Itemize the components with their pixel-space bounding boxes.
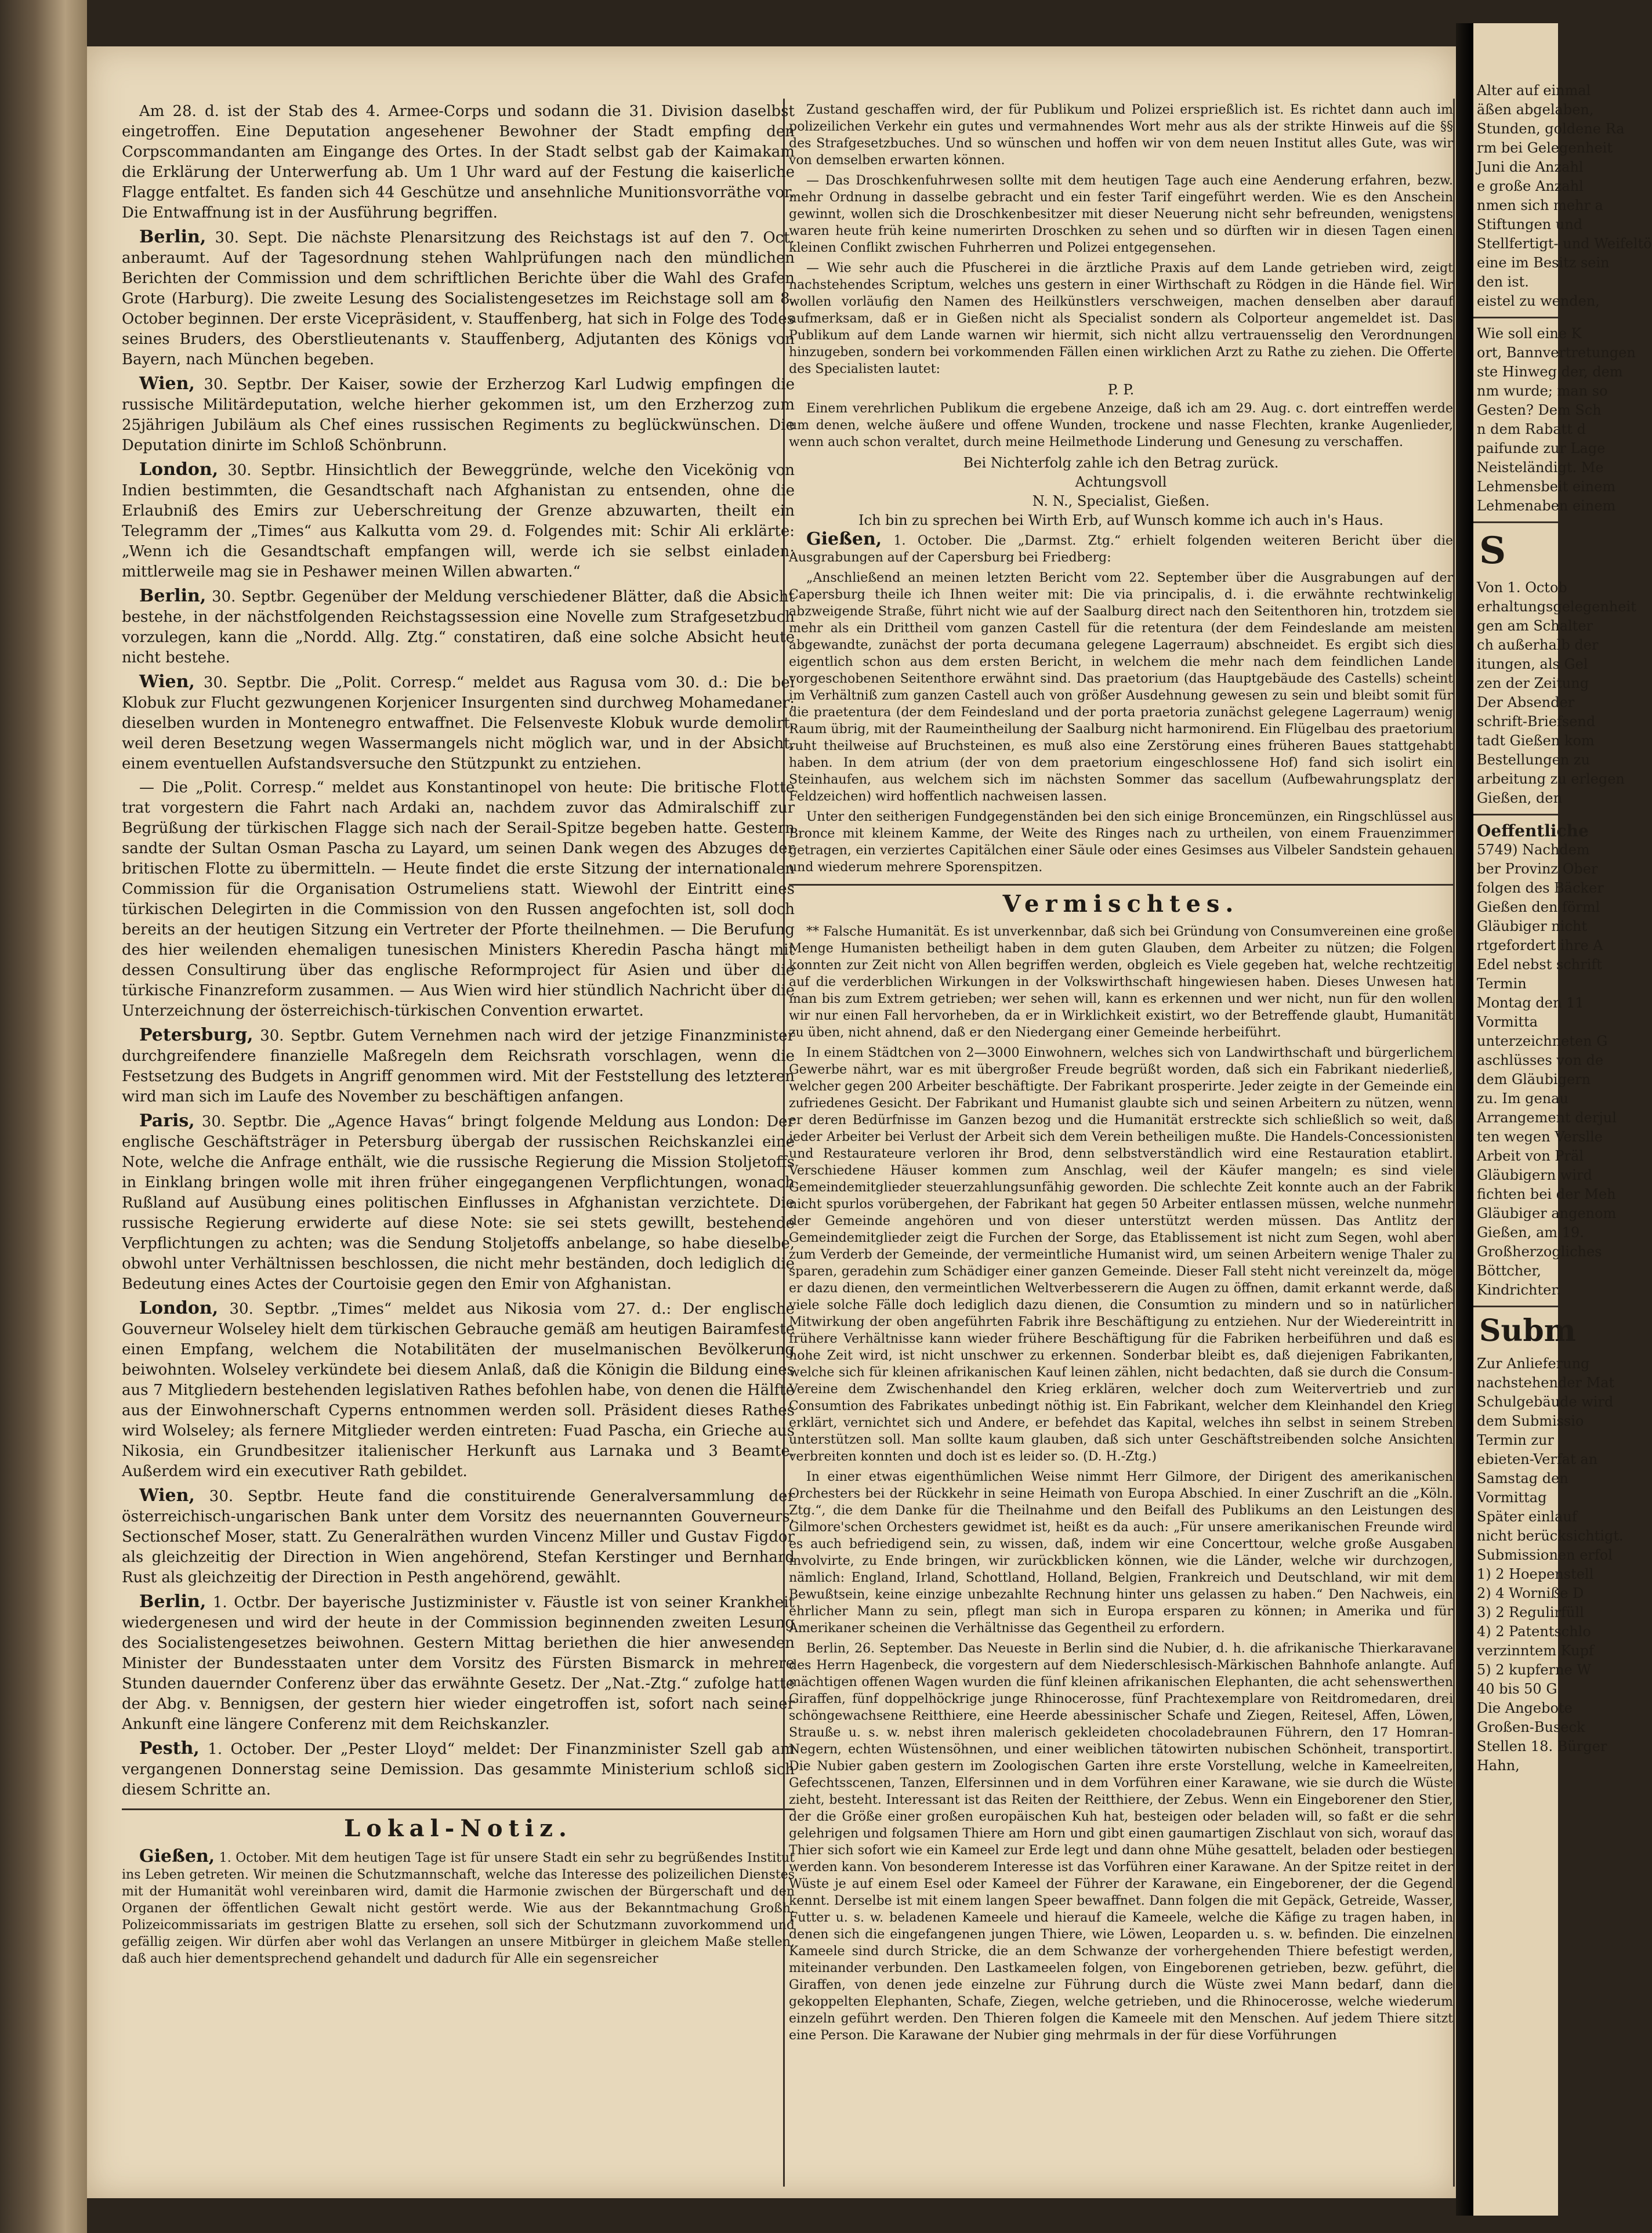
fragment-line: schrift-Briefsend — [1477, 713, 1596, 730]
fragment-line: Neisteländigt. Me — [1477, 459, 1604, 476]
fragment-line: Bestellungen zu — [1477, 752, 1591, 768]
paragraph: London, 30. Septbr. Hinsichtlich der Beweggründe, welche den Vicekönig von Indien bestimmten, die Gesandtschaft nach Afghanistan zu entsenden, ohne die Erlaubniß des Emirs zur Ueberschreitung der Grenze abzuwarten, theilt ein Telegramm der „Times“ aus Kalkutta vom 29. d. Folgendes mit: Schir Ali erklärte: „Wenn ich die Gesandtschaft empfangen will, werde ich sie selbst einladen; mittlerweile mag sie in Peshawer meinen Willen abwarten.“ — [122, 459, 795, 581]
fragment-line: aschlüsses von de — [1477, 1052, 1604, 1068]
excavation-report — [789, 531, 1453, 876]
fragment-line: Termin zur — [1477, 1432, 1554, 1448]
lokal-notiz-heading: Lokal-Notiz. — [122, 1808, 795, 1842]
dateline: Berlin, — [139, 227, 206, 247]
paragraph: Wien, 30. Septbr. Die „Polit. Corresp.“ meldet aus Ragusa vom 30. d.: Die bei Klobuk zur Flucht gezwungenen Korjenicer Insurgenten sind durchweg Mohamedaner; dieselben wurden in Montenegro entwaffnet. Die Felsenveste Klobuk wurde demolirt, weil deren Besetzung wegen Wassermangels nicht möglich war, und in der Absicht, einem eventuellen Aufstandsversuche den Stützpunkt zu entziehen. — [122, 672, 795, 773]
fragment-line: Die Angebote — [1477, 1700, 1573, 1716]
news-paragraphs — [122, 102, 795, 1800]
fragment-line: Gießen den förml — [1477, 899, 1600, 915]
fragment-line: Kindrichter. — [1477, 1282, 1561, 1298]
fragment-line: eistel zu wenden, — [1477, 293, 1600, 309]
fragment-line: zen der Zeitung — [1477, 675, 1589, 691]
paragraph: „Anschließend an meinen letzten Bericht vom 22. September über die Ausgrabungen auf der Capersburg theile ich Ihnen weiter mit: Die via principalis, d. i. die erwähnte rechtwinkelig abzweigende Straße, führt nicht wie auf der Saalburg direct nach den Seitenthoren hin, trotzdem sie mehr als ein Drittheil vom ganzen Castell für die retentura (der dem Feindeslande am meisten abgewandte, zunächst der porta decumana gelegene Lagerraum) abschneidet. Es ergibt sich dies eigentlich schon aus dem ersten Bericht, in welchem die mehr nach dem feindlichen Lande vorgeschobenen Seitenthore erwähnt sind. Das praetorium (das Hauptgebäude des Castells) scheint im Verhältniß zum ganzen Castell auch von größer Ausdehnung gewesen zu sein und bleibt somit für die praetentura (der dem Feindesland und der porta praetoria zunächst gelegene Lagerraum) wenig Raum übrig, mit der Raumeintheilung der Saalburg nicht harmonirend. Ein Flügelbau des praetorium ruht theilweise auf Bruchsteinen, es muß also eine Zerstörung eines früheren Baues stattgehabt haben. In dem atrium (der von dem praetorium eingeschlossene Hof) fand sich isolirt ein Steinhaufen, aus welchem sich im nächsten Sommer das sacellum (Aufbewahrungsplatz der Feldzeichen) wird hoffentlich nachweisen lassen. — [789, 571, 1453, 804]
paragraph: Berlin, 30. Sept. Die nächste Plenarsitzung des Reichstags ist auf den 7. Oct. anberaumt. Auf der Tagesordnung stehen Wahlprüfungen nach den mündlichen Berichten der Commission und dem schriftlichen Berichte über die Wahl des Grafen Grote (Harburg). Die zweite Lesung des Socialistengesetzes im Reichstage soll am 8. October beginnen. Der erste Vicepräsident, v. Stauffenberg, hat sich in Folge des Todes seines Bruders, des Oberstlieutenants v. Stauffenberg, Adjutanten des Königs von Bayern, nach München begeben. — [122, 227, 795, 368]
fragment-line: rtgefordert ihre A — [1477, 937, 1603, 954]
fragment-line: folgen des Bäcker — [1477, 880, 1604, 896]
fragment-line: 2) 4 Worniße D — [1477, 1585, 1584, 1601]
paragraph: Paris, 30. Septbr. Die „Agence Havas“ bringt folgende Meldung aus London: Der englische Geschäftsträger in Petersburg übergab der russischen Reichskanzlei eine Note, welche die Anfrage enthält, wie die russische Regierung die Mission Stoljetoffs in Einklang bringen wolle mit ihren früher eingegangenen Verpflichtungen, wonach Rußland auf Ausübung eines politischen Einflusses in Afghanistan verzichtete. Die russische Regierung erwiderte auf diese Note: sie sei stets gewillt, bestehende Verpflichtungen zu achten; was die Sendung Stoljetoffs anbelange, so habe dieselbe, obwohl unter Verhältnissen beschlossen, die nicht mehr beständen, doch lediglich die Bedeutung eines Actes der Courtoisie gegen den Emir von Afghanistan. — [122, 1111, 795, 1293]
fragment-line: zu. Im genau — [1477, 1090, 1569, 1107]
paragraph: Gießen, 1. October. Die „Darmst. Ztg.“ erhielt folgenden weiteren Bericht über die Ausgrabungen auf der Capersburg bei Friedberg: — [789, 529, 1453, 565]
fragment-line: Schulgebäude wird — [1477, 1394, 1614, 1410]
paragraph: Wien, 30. Septbr. Heute fand die constituirende Generalversammlung der österreichisch-ungarischen Bank unter dem Vorsitz des neuernannten Gouverneurs, Sectionschef Moser, statt. Zu Generalräthen wurden Vincenz Miller und Gustav Figdor als gleichzeitig der Direction in Wien angehörend, Stefan Kerstinger und Bernhard Rust als gleichzeitig der Direction in Pesth angehörend, gewählt. — [122, 1485, 795, 1586]
fragment-line: Von 1. Octob — [1477, 579, 1567, 596]
specialist-offer — [789, 381, 1453, 530]
fragment-line: itungen, als Gel — [1477, 656, 1588, 672]
fragment-line: tadt Gießen kom — [1477, 733, 1595, 749]
dateline: Paris, — [139, 1111, 195, 1131]
fragment-line: Vormitta — [1477, 1014, 1538, 1030]
right-section-d-title: Subm — [1479, 1313, 1576, 1348]
paragraph: In einem Städtchen von 2—3000 Einwohnern, welches sich von Landwirthschaft und bürgerlichem Gewerbe nährt, war es mit übergroßer Freude begrüßt worden, daß sich ein Fabrikant niederließ, welcher gegen 200 Arbeiter beschäftigte. Der Fabrikant prosperirte. Jeder zeigte in der Gemeinde ein zufriedenes Gesicht. Der Fabrikant und Humanist glaubte sich und seinen Arbeitern zu nützen, wenn er deren Bedürfnisse im Ganzen bezog und die Humanität erstreckte sich schließlich so weit, daß jeder Arbeiter bei Verlust der Arbeit sich dem Verein betheiligen mußte. Die Handels-Concessionisten und Restaurateure verloren ihr Brod, denn selbstverständlich wird eine Restauration etablirt. Verschiedene Häuser kommen zum Anschlag, weil der Käufer mangeln; es sind viele Gemeindemitglieder steuerzahlungsunfähig geworden. Die schlechte Zeit konnte auch an der Fabrik nicht spurlos vorübergehen, der Fabrikant hat gegen 50 Arbeiter entlassen müssen, welche nunmehr der Gemeinde angehören und von dieser unterstützt werden müssen. Das Antlitz der Gemeindemitglieder zeigt die Furchen der Sorge, das Etablissement ist nicht zum Segen, wohl aber zum Verderb der Gemeinde, der vermeintliche Humanist wird, um seinen Arbeitern wenige Thaler zu sparen, geradehin zum Schädiger einer ganzen Gemeinde. Dieser Fall steht nicht vereinzelt da, möge er dazu dienen, den vermeintlichen Weltverbesserern die Augen zu öffnen, damit erkannt werde, daß viele solche Fälle doch lediglich dazu dienen, die Consumtion zu mindern und so in natürlicher Mitwirkung der oben angeführten Fabrik ihre Beschäftigung zu entziehen. Nur der Wiedereintritt in frühere Verhältnisse kann wieder frühere Beschäftigung für die Fabriken herbeiführen und daß es hohe Zeit wird, ist nicht unschwer zu erkennen. Sonderbar bleibt es, daß diejenigen Fabrikanten, welche sich für kleinen afrikanischen Kauf leinen zählen, nicht bedachten, daß sie durch die Consum-Vereine dem Zwischenhandel den Krieg erklären, welcher doch zum Weitervertrieb und zur Consumtion des Fabrikates unbedingt nöthig ist. Ein Fabrikant, welcher dem Kleinhandel den Krieg erklärt, vernichtet sich und Andere, er befehdet das Kapital, welches ihn selbst in seinem Streben unterstützen soll. Man sollte kaum glauben, daß sich unter Geschäftstreibenden solche Ansichten verbreiten konnten und doch ist es leider so. (D. H.-Ztg.) — [789, 1046, 1453, 1464]
paragraph: Unter den seitherigen Fundgegenständen bei den sich einige Broncemünzen, ein Ringschlüssel aus Bronce mit kleinem Kamme, der Weite des Ringes nach zu urtheilen, von einem Frauenzimmer getragen, ein verziertes Capitälchen einer Säule oder eines Gesimses aus Vilbeler Sandstein gehauen und wiederum mehrere Sporenspitzen. — [789, 810, 1453, 875]
paragraph: Pesth, 1. October. Der „Pester Lloyd“ meldet: Der Finanzminister Szell gab am vergangenen Donnerstag seine Demission. Das gesammte Ministerium schloß sich diesem Schritte an. — [122, 1738, 795, 1799]
fragment-line: Stunden, goldene Ra — [1477, 121, 1625, 137]
fragment-line: Gläubiger nicht — [1477, 918, 1587, 934]
right-page-fragment — [1473, 23, 1652, 2216]
fragment-line: ste Hinweg der, dem — [1477, 364, 1623, 380]
fragment-line: Juni die Anzahl — [1477, 159, 1584, 175]
fragment-line: fichten bei der Meh — [1477, 1186, 1616, 1202]
fragment-line: eine im Besitz sein — [1477, 255, 1610, 271]
dateline: Wien, — [139, 374, 195, 394]
right-big-letter: S — [1479, 529, 1506, 572]
dateline: Petersburg, — [139, 1025, 253, 1045]
paragraph: Berlin, 30. Septbr. Gegenüber der Meldung verschiedener Blätter, daß die Absicht bestehe, in der nächstfolgenden Reichstagssession eine Novelle zum Strafgesetzbuch vorzulegen, kann die „Nordd. Allg. Ztg.“ constatiren, daß eine solche Absicht heute nicht bestehe. — [122, 586, 795, 666]
vermischtes-paragraphs — [789, 923, 1453, 2044]
fragment-line: Hahn, — [1477, 1757, 1520, 1774]
fragment-line: gen am Schalter — [1477, 618, 1593, 634]
fragment-line: dem Submissio — [1477, 1413, 1584, 1429]
local-news-paragraphs — [789, 102, 1453, 378]
fragment-line: e große Anzahl — [1477, 178, 1584, 194]
fragment-line: Lehmensbeit einem — [1477, 478, 1616, 495]
fragment-line: Montag den 11 — [1477, 995, 1584, 1011]
column-rule-right — [1453, 99, 1455, 2187]
right-fragment-c — [1473, 840, 1617, 1300]
fragment-line: den ist. — [1477, 274, 1529, 290]
fragment-line: Alter auf einmal — [1477, 82, 1591, 99]
fragment-line: nicht berücksichtigt. — [1477, 1528, 1624, 1544]
fragment-line: Lehmenaben einem — [1477, 498, 1616, 514]
fragment-line: unterzeichneten G — [1477, 1033, 1608, 1049]
fragment-line: ten wegen Verslle — [1477, 1129, 1603, 1145]
fragment-line: Gesten? Dem Sch — [1477, 402, 1602, 418]
fragment-line: Submissionen erfol — [1477, 1547, 1613, 1563]
fragment-line: Großherzogliches — [1477, 1244, 1602, 1260]
fragment-line: Vormittag — [1477, 1489, 1547, 1506]
fragment-line: 1) 2 Hoepenstell — [1477, 1566, 1594, 1582]
paragraph: — Das Droschkenfuhrwesen sollte mit dem heutigen Tage auch eine Aenderung erfahren, bezw. mehr Ordnung in dasselbe gebracht und ein fester Tarif eingeführt werden. Wie es den Anschein gewinnt, wollen sich die Droschkenbesitzer mit dieser Neuerung nicht sehr befreunden, wenigstens waren heute früh keine numerirten Droschken zu sehen und so dürften wir in diesen Tagen einen kleinen Conflikt zwischen Fuhrherren und Polizei entgegensehen. — [789, 173, 1453, 255]
paragraph: Wien, 30. Septbr. Der Kaiser, sowie der Erzherzog Karl Ludwig empfingen die russische Militärdeputation, welche hierher gekommen ist, um den Erzherzog zum 25jährigen Jubiläum als Chef eines russischen Regiments zu beglückwünschen. Die Deputation dinirte im Schloß Schönbrunn. — [122, 374, 795, 454]
column-middle — [789, 102, 1453, 2047]
paragraph: Zustand geschaffen wird, der für Publikum und Polizei ersprießlich ist. Es richtet dann auch im polizeilichen Verkehr ein gutes und vermahnendes Wort mehr aus als der strikte Hinweis auf die §§ des Strafgesetzbuches. Und so wünschen und hoffen wir von dem neuen Institut alles Gute, was wir von demselben erwarten können. — [789, 103, 1453, 168]
fragment-line: Zur Anlieferung — [1477, 1355, 1590, 1372]
paragraph: London, 30. Septbr. „Times“ meldet aus Nikosia vom 27. d.: Der englische Gouverneur Wolseley hielt dem türkischen Gebrauche gemäß am heutigen Bairamfeste einen Empfang, welchem die Notabilitäten der muselmanischen Bevölkerung beiwohnten. Wolseley verkündete bei diesem Anlaß, daß die Königin die Bildung eines aus 7 Mitgliedern bestehenden legislativen Rathes befohlen habe, von denen die Hälfte aus der Einwohnerschaft Cyperns entnommen werden soll. Präsident dieses Rathes wird Wolseley; als fernere Mitglieder werden eintreten: Fuad Pascha, ein Grieche aus Nikosia, ein Grundbesitzer italienischer Herkunft aus Larnaka und 3 Beamte. Außerdem wird ein executiver Rath gebildet. — [122, 1298, 795, 1480]
book-gutter — [1456, 23, 1473, 2216]
dateline: Gießen, — [139, 1846, 215, 1866]
fragment-line: Später einlauf — [1477, 1509, 1577, 1525]
fragment-line: ort, Bannvertretungen — [1477, 345, 1636, 361]
fragment-line: Stellfertigt- und Weifeltö — [1477, 235, 1652, 252]
fragment-line: Samstag den — [1477, 1470, 1568, 1487]
fragment-line: 5749) Nachdem — [1477, 842, 1590, 858]
dateline: Wien, — [139, 672, 195, 692]
fragment-line: Großen-Buseck — [1477, 1719, 1585, 1735]
offer-note: Ich bin zu sprechen bei Wirth Erb, auf Wunsch komme ich auch in's Haus. — [858, 512, 1383, 528]
offer-fee: Bei Nichterfolg zahle ich den Betrag zurück. — [963, 455, 1279, 471]
offer-closing: Achtungsvoll — [1075, 474, 1167, 490]
right-fragment-a — [1473, 324, 1636, 516]
paragraph: — Wie sehr auch die Pfuscherei in die ärztliche Praxis auf dem Lande getrieben wird, zeigt nachstehendes Scriptum, welches uns gestern in einer Wirthschaft zu Rödgen in die Hände fiel. Wir wollen vorläufig den Namen des Heilkünstlers verschweigen, machen denselben aber darauf aufmerksam, daß er in Gießen nicht als Specialist sondern als Colporteur angemeldet ist. Das Publikum auf dem Lande warnen wir hiermit, sich nicht allzu vertrauensselig den Verordnungen hinzugeben, sondern bei vorkommenden Fällen einen wirklichen Arzt zu Rathe zu ziehen. Die Offerte des Specialisten lautet: — [789, 261, 1453, 376]
vermischtes-heading: Vermischtes. — [789, 884, 1453, 918]
dateline: Pesth, — [139, 1738, 200, 1759]
paragraph: Berlin, 1. Octbr. Der bayerische Justizminister v. Fäustle ist von seiner Krankheit wiedergenesen und wird der heute in der Commission beginnenden zweiten Lesung des Socialistengesetzes beiwohnen. Gestern Mittag beriethen die hier anwesenden Minister der Bundesstaaten unter dem Vorsitz des Fürsten Bismarck in mehrere Stunden dauernder Conferenz über das erwähnte Gesetz. Der „Nat.-Ztg.“ zufolge hatte der Abg. v. Bennigsen, der gestern hier wieder eingetroffen ist, sofort nach seiner Ankunft eine längere Conferenz mit dem Reichskanzler. — [122, 1592, 795, 1733]
newspaper-page — [87, 46, 1456, 2198]
fragment-line: nm wurde; man so — [1477, 383, 1608, 399]
fragment-line: Gießen, den — [1477, 790, 1563, 806]
fragment-line: äßen abgelaben, — [1477, 102, 1594, 118]
fragment-line: 40 bis 50 G — [1477, 1681, 1557, 1697]
fragment-line: paifunde zur Lage — [1477, 440, 1606, 456]
right-section-c-title: Oeffentliche — [1477, 821, 1589, 840]
fragment-line: Gießen, am 19. — [1477, 1224, 1584, 1241]
dateline: London, — [139, 1298, 219, 1318]
paragraph: Am 28. d. ist der Stab des 4. Armee-Corps und sodann die 31. Division daselbst eingetroffen. Eine Deputation angesehener Bewohner der Stadt empfing den Corpscommandanten am Eingange des Ortes. In der Stadt selbst gab der Kaimakam die Erklärung der Unterwerfung ab. Um 1 Uhr ward auf der Festung die kaiserliche Flagge entfaltet. Es fanden sich 44 Geschütze und ansehnliche Munitionsvorräthe vor. Die Entwaffnung ist in der Ausführung begriffen. — [122, 103, 795, 222]
fragment-line: Wie soll eine K — [1477, 325, 1582, 342]
right-fragment-b — [1473, 578, 1636, 808]
fragment-line: Gläubigern wird — [1477, 1167, 1592, 1183]
fragment-line: verzinntem Kupf — [1477, 1643, 1594, 1659]
offer-body: Einem verehrlichen Publikum die ergebene Anzeige, daß ich am 29. Aug. c. dort eintreffen werde um denen, welche äußere und offene Wunden, trockene und nasse Flechten, kranke Augenlieder, wenn auch schon veraltet, durch meine Heilmethode Linderung und Genesung zu verschaffen. — [789, 401, 1453, 449]
fragment-line: nachstehender Mat — [1477, 1375, 1615, 1391]
fragment-line: nmen sich mehr a — [1477, 197, 1603, 213]
fragment-line: rm bei Gelegenheit — [1477, 140, 1613, 156]
fragment-line: Gläubiger angenom — [1477, 1205, 1617, 1221]
fragment-line: Termin — [1477, 976, 1527, 992]
right-fragment-d — [1473, 1354, 1624, 1775]
dateline: Wien, — [139, 1485, 195, 1506]
fragment-line: Stiftungen und — [1477, 216, 1583, 233]
fragment-line: 3) 2 Regulirfüll — [1477, 1604, 1584, 1621]
fragment-line: Stellen 18. Bürger — [1477, 1738, 1607, 1754]
paragraph: Gießen, 1. October. Mit dem heutigen Tage ist für unsere Stadt ein sehr zu begrüßendes Institut ins Leben getreten. Wir meinen die Schutzmannschaft, welche das Interesse des polizeilichen Dienstes mit der Humanität wohl vereinbaren wird, damit die Harmonie zwischen der Bürgerschaft und den Organen der öffentlichen Gewalt nicht gestört werde. Wie aus der Bekanntmachung Großh. Polizeicommissariats im gestrigen Blatte zu ersehen, soll sich der Schutzmann zuvorkommend und gefällig zeigen. Wir dürfen aber wohl das Verlangen an unsere Mitbürger in gleichem Maße stellen, daß auch hier dementsprechend gehandelt und dadurch für Alle ein segensreicher — [122, 1846, 795, 1966]
right-fragment-top — [1473, 81, 1652, 311]
dateline: Berlin, — [139, 586, 206, 606]
paragraph: Berlin, 26. September. Das Neueste in Berlin sind die Nubier, d. h. die afrikanische Thierkaravane des Herrn Hagenbeck, die vorgestern auf dem Niederschlesisch-Märkischen Bahnhofe anlangte. Auf mächtigen offenen Wagen wurden die fünf kleinen afrikanischen Elephanten, die acht sehenswerthen Giraffen, fünf doppelhöckrige junge Rhinocerosse, fünf Prachtexemplare von Reitdromedaren, drei schöngewachsene Reitthiere, eine Heerde abessinischer Schafe und Ziegen, Reitesel, Affen, Löwen, Strauße u. s. w. nebst ihren malerisch gekleideten chocoladebraunen Führern, den 17 Homran-Negern, echten Wüstensöhnen, und einer weiblichen tätowirten nubischen Schönheit, transportirt. Die Nubier gaben gestern im Zoologischen Garten ihre erste Vorstellung, welche in Kameelreiten, Gefechtsscenen, Tanzen, Elfersinnen und in dem Vorführen einer Karawane, wie sie durch die Wüste zieht, besteht. Interessant ist das Reiten der Reitthiere, der Zebus. Wenn ein Eingeborener den Stier, der die Größe einer großen europäischen Kuh hat, besteigen oder beladen will, so faßt er die sehr gelehrigen und folgsamen Thiere am Horn und gibt einen gaumartigen Zischlaut von sich, worauf das Thier sich sofort wie ein Kameel zur Erde legt und dann ohne Mühe gesattelt, beladen oder bestiegen werden kann. Von besonderem Interesse ist das Vorführen einer Karawane. An der Spitze reitet in der Wüste je auf einem Esel oder Kameel der Führer der Karawane, ein Eingeborener, der die Gegend kennt. Derselbe ist mit einem langen Speer bewaffnet. Dann folgen die mit Gepäck, Getreide, Wasser, Futter u. s. w. beladenen Kameele und hierauf die Kameele, welche die Käfige zu tragen haben, in denen sich die eingefangenen jungen Thiere, wie Löwen, Leoparden u. s. w. befinden. Die einzelnen Kameele sind durch Stricke, die an dem Schwanze der vorhergehenden Thiere befestigt werden, miteinander verbunden. Den Lastkameelen folgen, von Eingeborenen getrieben, bezw. geführt, die Giraffen, von denen jede einzelne zur Führung durch die Wüste zwei Mann bedarf, dann die gekoppelten Elephanten, Schafe, Ziegen, welche getrieben, und die Rhinocerosse, welche wiederum einzeln geführt werden. Den Thieren folgen die Kameele mit den Menschen. Auf jedem Thiere sitzt eine Person. Die Karawane der Nubier ging mehrmals in der für diese Vorführungen — [789, 1641, 1453, 2043]
dateline: Gießen, — [806, 529, 882, 549]
fragment-line: ebieten-Verfat an — [1477, 1451, 1598, 1467]
dateline: Berlin, — [139, 1592, 206, 1612]
fragment-line: Edel nebst schrift — [1477, 956, 1602, 973]
fragment-line: Der Absender — [1477, 694, 1575, 710]
column-left — [122, 102, 795, 1971]
paragraph: ** Falsche Humanität. Es ist unverkennbar, daß sich bei Gründung von Consumvereinen eine große Menge Humanisten betheiligt haben in dem guten Glauben, dem Arbeiter zu nützen; die Folgen konnten zur Zeit nicht von Allen begriffen werden, obgleich es Viele gegeben hat, welche rechtzeitig auf die verderblichen Wirkungen in der Volkswirthschaft hingewiesen haben. Dieses Unwesen hat man bis zum Extrem getrieben; wer sehen will, kann es erkennen und wer nicht, nun für den wollen wir nur einen Fall hervorheben, da er in Wirklichkeit existirt, wo der Betreffende glaubt, Humanität zu üben, nicht ahnend, daß er den Niedergang einer Gemeinde herbeiführt. — [789, 925, 1453, 1040]
dateline: London, — [139, 459, 219, 480]
book-spine-left — [0, 0, 87, 2233]
fragment-line: Arbeit von Präl — [1477, 1148, 1584, 1164]
fragment-line: n dem Rabatt d — [1477, 421, 1586, 437]
lokal-notiz-paragraphs — [122, 1848, 795, 1967]
fragment-line: erhaltungsgelegenheit — [1477, 599, 1636, 615]
offer-pp: P. P. — [1107, 382, 1135, 398]
fragment-line: ch außerhalb der — [1477, 637, 1599, 653]
fragment-line: 5) 2 kupferne W — [1477, 1662, 1592, 1678]
offer-signature: N. N., Specialist, Gießen. — [1032, 493, 1210, 509]
fragment-line: Böttcher, — [1477, 1263, 1541, 1279]
paragraph: In einer etwas eigenthümlichen Weise nimmt Herr Gilmore, der Dirigent des amerikanischen Orchesters bei der Rückkehr in seine Heimath von Europa Abschied. In einer Zuschrift an die „Köln. Ztg.“, die dem Danke für die Theilnahme und den Beifall des Publikums an den Leistungen des Gilmore'schen Orchesters gewidmet ist, heißt es da auch: „Für unsere amerikanischen Freunde wird es auch befriedigend sein, zu wissen, daß, indem wir eine Concerttour, welche große Ausgaben involvirte, zu Ende bringen, wir zurückblicken können, wie die Länder, welche wir durchzogen, nämlich: England, Irland, Schottland, Holland, Belgien, Frankreich und Deutschland, wir mit dem Bewußtsein, keine einzige unbezahlte Rechnung hinter uns gelassen zu haben.“ Den Nachweis, ein ehrlicher Mann zu sein, pflegt man sich in Europa ersparen zu können; in Amerika und für Amerikaner scheinen die Verhältnisse das Gegentheil zu erfordern. — [789, 1470, 1453, 1636]
paragraph: Petersburg, 30. Septbr. Gutem Vernehmen nach wird der jetzige Finanzminister durchgreifendere finanzielle Maßregeln dem Reichsrath vorschlagen, wenn die Festsetzung des Budgets in Angriff genommen wird. Mit der Feststellung des letzteren wird man sich im Laufe des November zu beschäftigen anfangen. — [122, 1025, 795, 1105]
fragment-line: ber Provinz Ober — [1477, 861, 1598, 877]
fragment-line: dem Gläubigern — [1477, 1071, 1591, 1088]
paragraph: — Die „Polit. Corresp.“ meldet aus Konstantinopel von heute: Die britische Flotte trat vorgestern die Fahrt nach Ardaki an, nachdem zuvor das Admiralschiff zur Begrüßung der türkischen Flagge sich nach der Serail-Spitze begeben hatte. Gestern sandte der Sultan Osman Pascha zu Layard, um seinen Dank wegen des Abzuges der britischen Flotte zu übermitteln. — Heute findet die erste Sitzung der internationalen Commission für die Organisation Ostrumeliens statt. Wiewohl der Eintritt eines türkischen Delegirten in die Commission von den Russen angefochten ist, soll doch bereits an der heutigen Sitzung ein Vertreter der Pforte theilnehmen. — Die Berufung des hier weilenden ehemaligen tunesischen Ministers Kheredin Pascha hängt mit dessen Consultirung über das englische Reformproject für Asien und über die türkische Finanzreform zusammen. — Aus Wien wird hier stündlich Nachricht über die Unterzeichnung der österreichisch-türkischen Convention erwartet. — [122, 779, 795, 1020]
fragment-line: arbeitung zu erlegen — [1477, 771, 1625, 787]
fragment-line: Arrangement derjul — [1477, 1110, 1617, 1126]
fragment-line: 4) 2 Patentschlo — [1477, 1623, 1591, 1640]
